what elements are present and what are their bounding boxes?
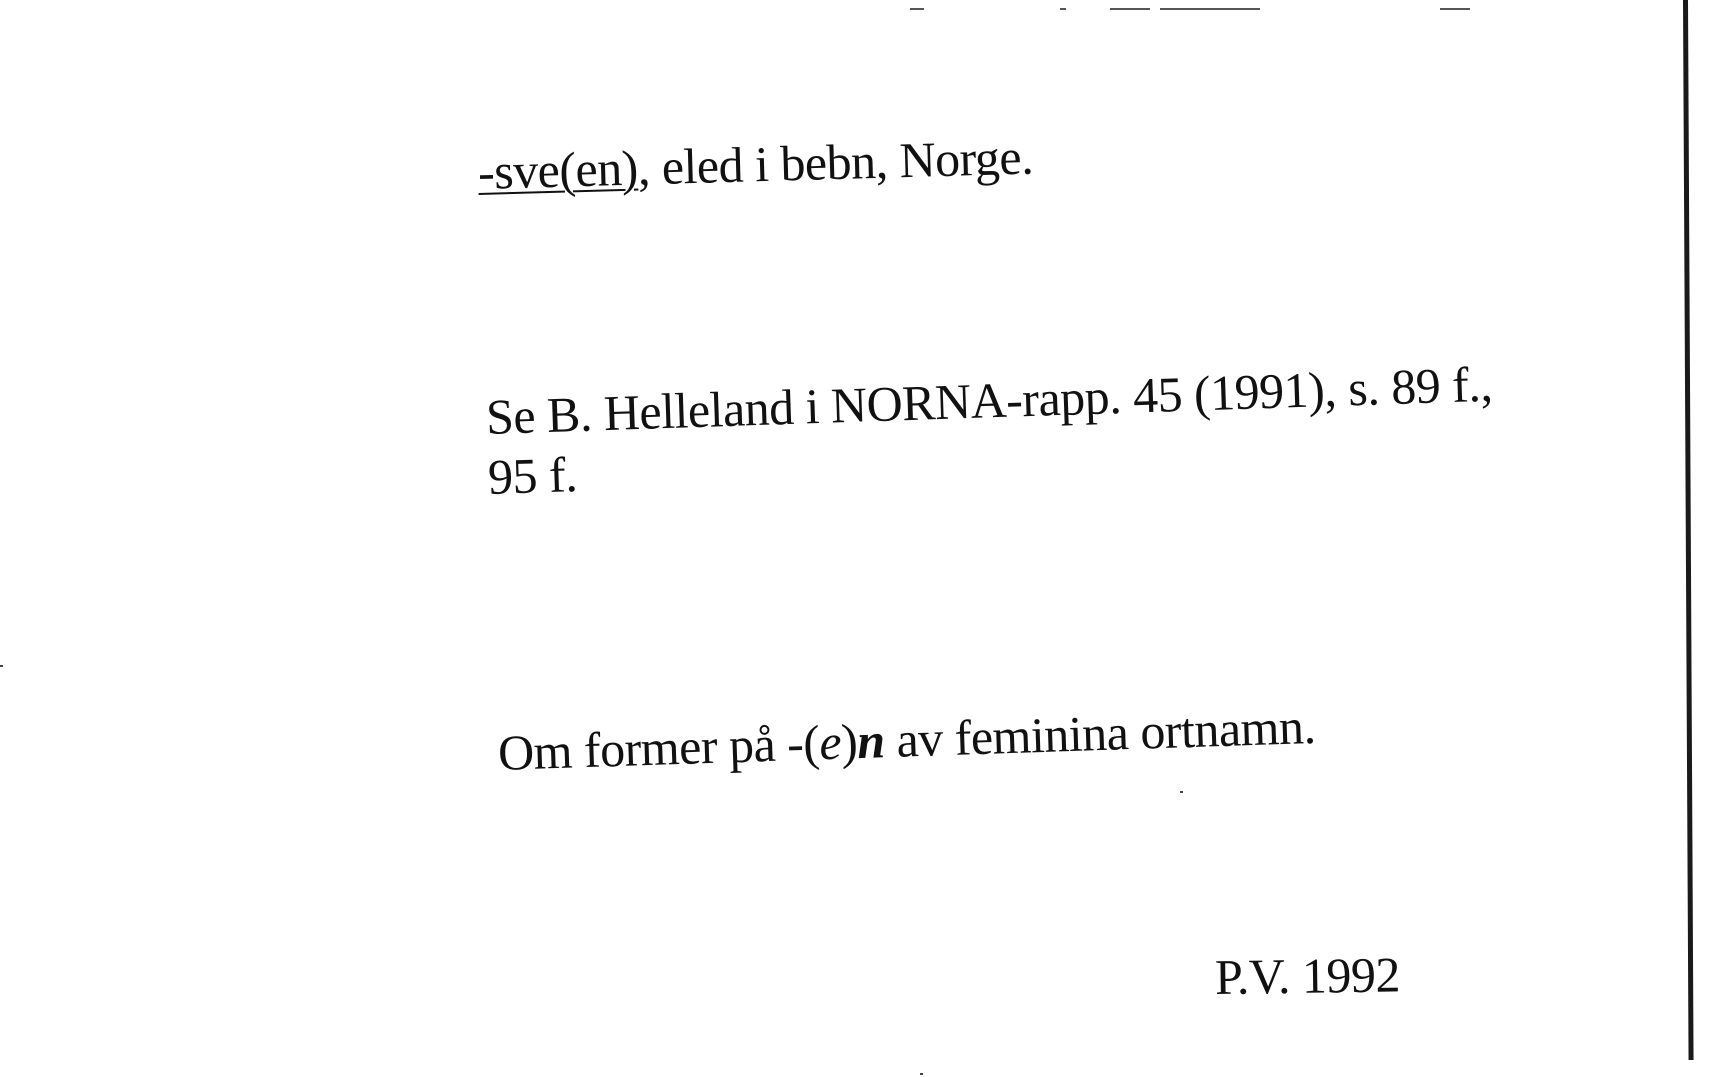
- scan-speck: [0, 665, 3, 667]
- scan-mark: [1060, 8, 1066, 10]
- scan-speck: [1180, 791, 1183, 793]
- headword: -sve(en): [477, 139, 639, 200]
- note-paren: ): [840, 713, 859, 770]
- headword-entry: [477, 130, 1034, 199]
- note-line: [497, 699, 1316, 780]
- signature: P.V. 1992: [1214, 946, 1401, 1005]
- note-e: e: [818, 713, 842, 771]
- note-suffix: av feminina ortnamn.: [883, 697, 1317, 769]
- scan-speck: [920, 1073, 923, 1075]
- note-prefix: Om former på -(: [497, 714, 821, 781]
- reference-line-1: Se B. Helleland i NORNA-rapp. 45 (1991), s. 89 f.,: [485, 355, 1494, 445]
- scan-mark: [910, 8, 924, 10]
- note-n: n: [856, 712, 886, 770]
- scan-mark: [1110, 8, 1150, 10]
- reference-line-2: 95 f.: [487, 446, 579, 505]
- card-edge-border: [1683, 0, 1694, 1060]
- scan-mark: [1160, 8, 1260, 10]
- scan-mark: [1440, 8, 1470, 10]
- headword-gloss: , eled i bebn, Norge.: [636, 128, 1034, 196]
